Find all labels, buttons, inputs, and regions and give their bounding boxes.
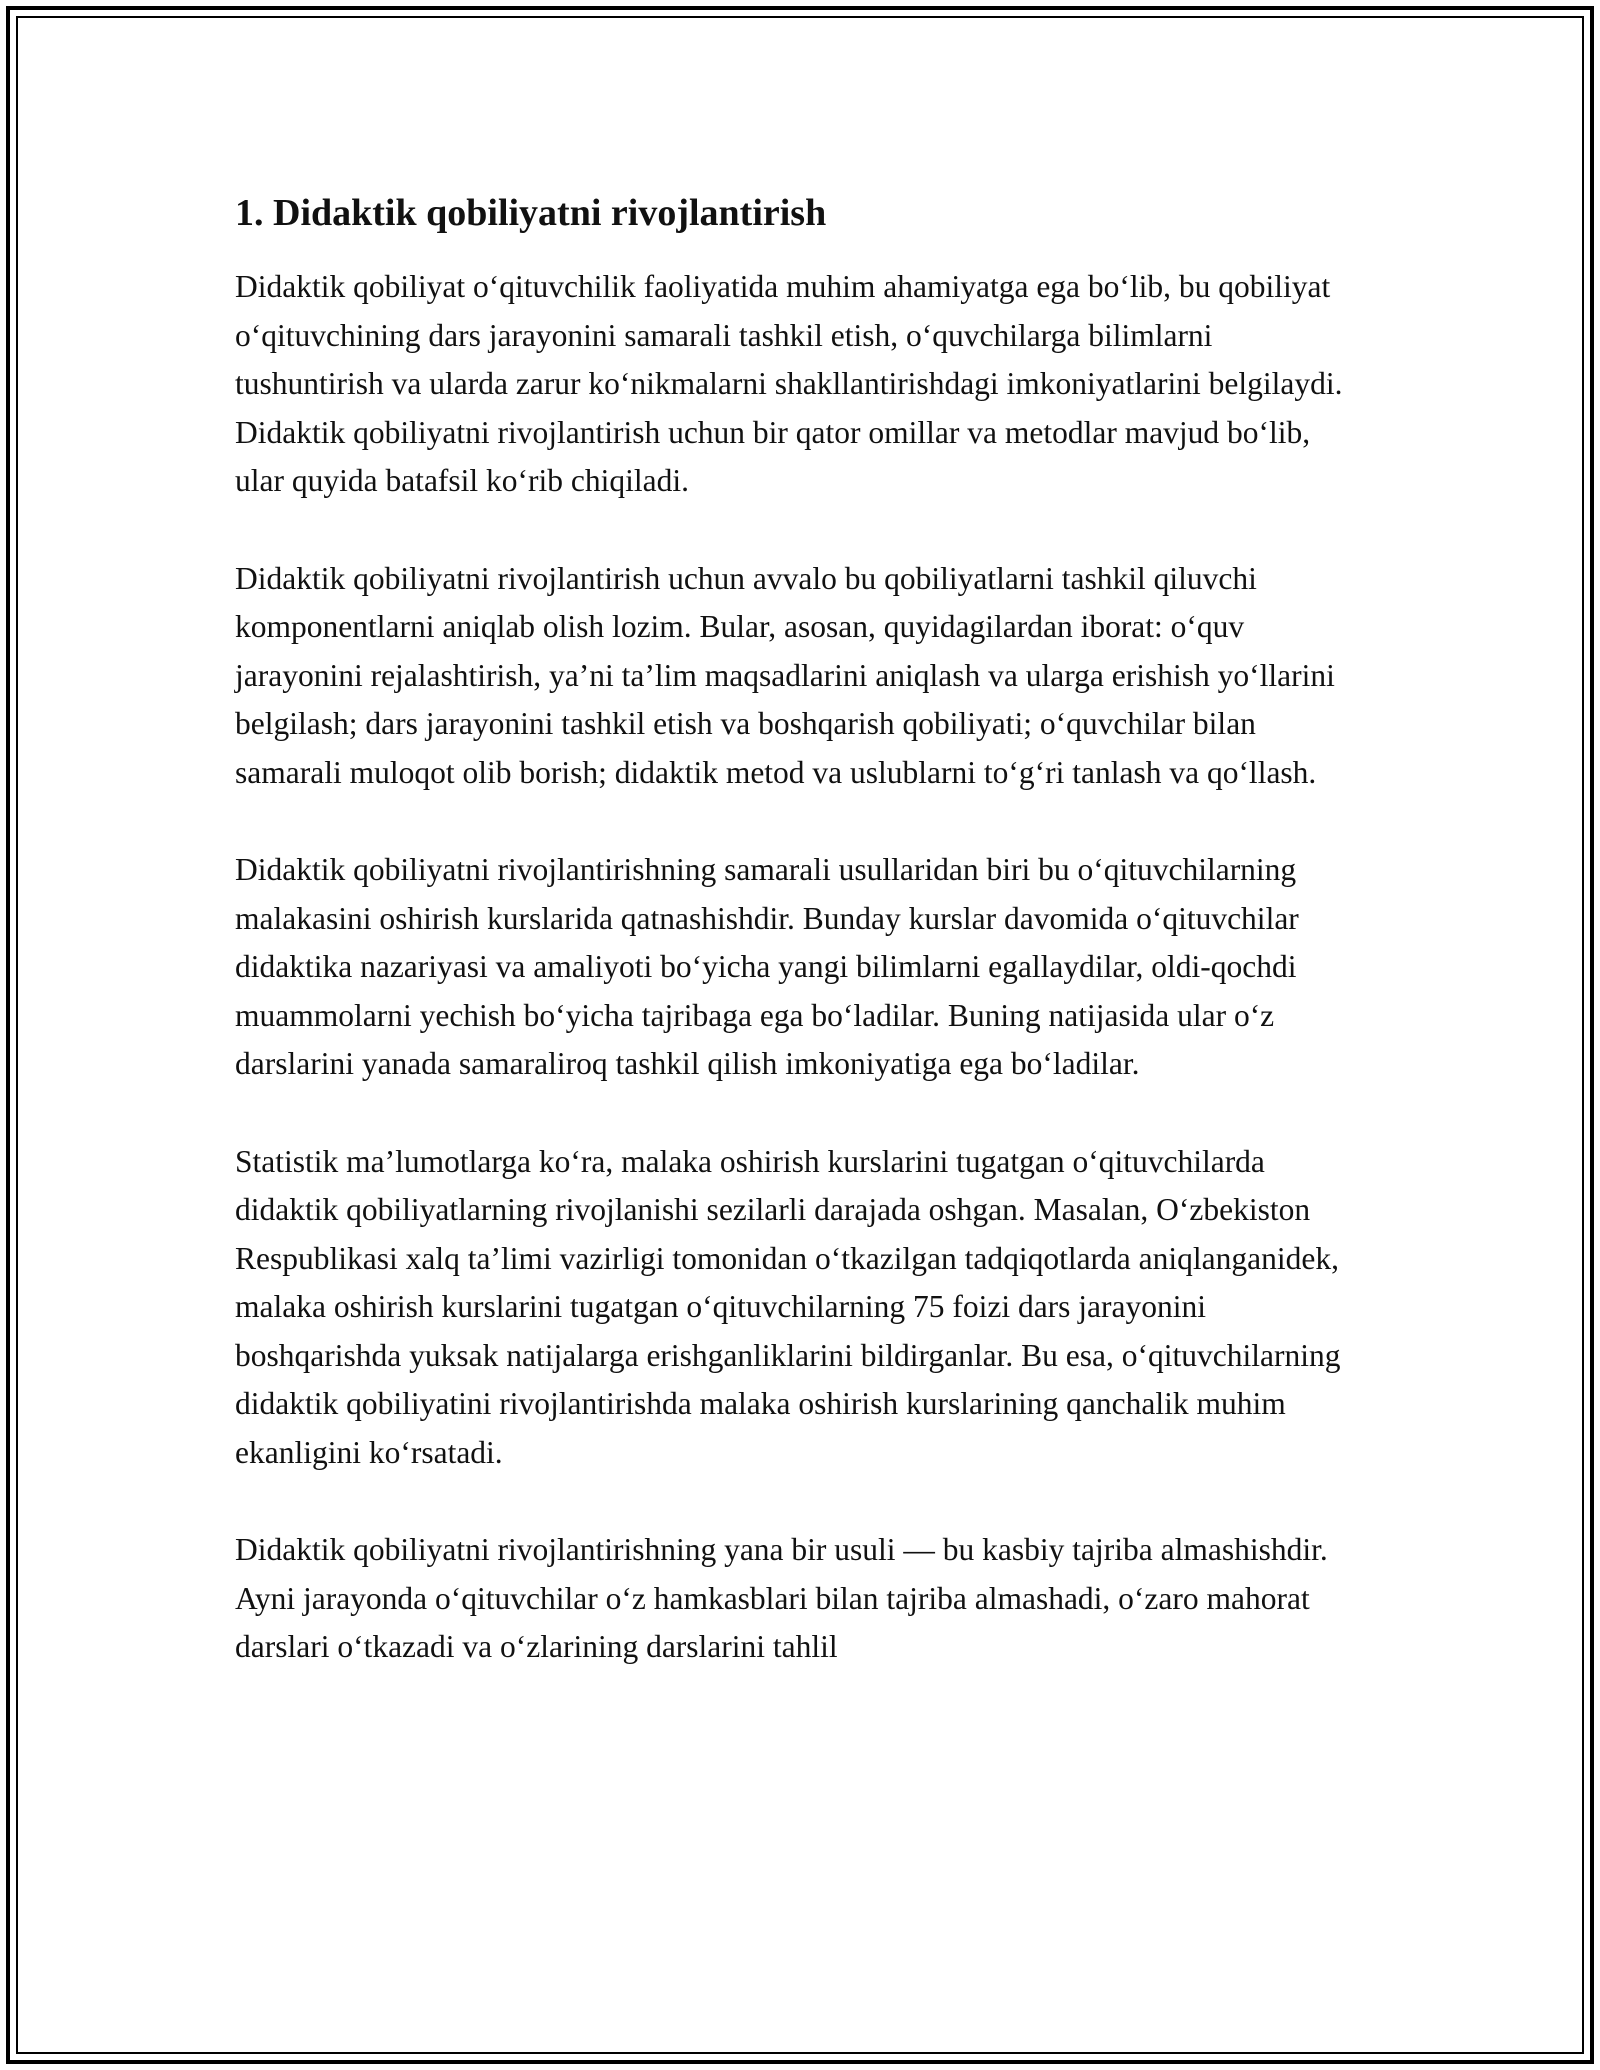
paragraph-4: Statistik maʼlumotlarga koʻra, malaka oshirish kurslarini tugatgan oʻqituvchilarda didaktik qobiliyatlarning rivojlanishi sezilarli darajada oshgan. Masalan, Oʻzbekiston Respublikasi xalq taʼlimi vazirligi tomonidan oʻtkazilgan tadqiqotlarda aniqlanganidek, malaka oshirish kurslarini tugatgan oʻqituvchilarning 75 foizi dars jarayonini boshqarishda yuksak natijalarga erishganliklarini bildirganlar. Bu esa, oʻqituvchilarning didaktik qobiliyatini rivojlantirishda malaka oshirish kurslarining qanchalik muhim ekanligini koʻrsatadi.	[235, 1143, 1341, 1470]
paragraph-3: Didaktik qobiliyatni rivojlantirishning samarali usullaridan biri bu oʻqituvchilarning malakasini oshirish kurslarida qatnashishdir. Bunday kurslar davomida oʻqituvchilar didaktika nazariyasi va amaliyoti boʻyicha yangi bilimlarni egallaydilar, oldi-qochdi muammolarni yechish boʻyicha tajribaga ega boʻladilar. Buning natijasida ular oʻz darslarini yanada samaraliroq tashkil qilish imkoniyatiga ega boʻladilar.	[235, 852, 1299, 1081]
document-body	[235, 185, 1365, 1721]
paragraph-1: Didaktik qobiliyat oʻqituvchilik faoliyatida muhim ahamiyatga ega boʻlib, bu qobiliyat oʻqituvchining dars jarayonini samarali tashkil etish, oʻquvchilarga bilimlarni tushuntirish va ularda zarur koʻnikmalarni shakllantirishdagi imkoniyatlarini belgilaydi. Didaktik qobiliyatni rivojlantirish uchun bir qator omillar va metodlar mavjud boʻlib, ular quyida batafsil koʻrib chiqiladi.	[235, 269, 1343, 498]
paragraph-5: Didaktik qobiliyatni rivojlantirishning yana bir usuli — bu kasbiy tajriba almashishdir. Ayni jarayonda oʻqituvchilar oʻz hamkasblari bilan tajriba almashadi, oʻzaro mahorat darslari oʻtkazadi va oʻzlarining darslarini tahlil	[235, 1532, 1328, 1664]
paragraph-2: Didaktik qobiliyatni rivojlantirish uchun avvalo bu qobiliyatlarni tashkil qiluvchi komponentlarni aniqlab olish lozim. Bular, asosan, quyidagilardan iborat: oʻquv jarayonini rejalashtirish, yaʼni taʼlim maqsadlarini aniqlash va ularga erishish yoʻllarini belgilash; dars jarayonini tashkil etish va boshqarish qobiliyati; oʻquvchilar bilan samarali muloqot olib borish; didaktik metod va uslublarni toʻgʻri tanlash va qoʻllash.	[235, 560, 1335, 790]
section-heading: 1. Didaktik qobiliyatni rivojlantirish	[235, 192, 827, 234]
